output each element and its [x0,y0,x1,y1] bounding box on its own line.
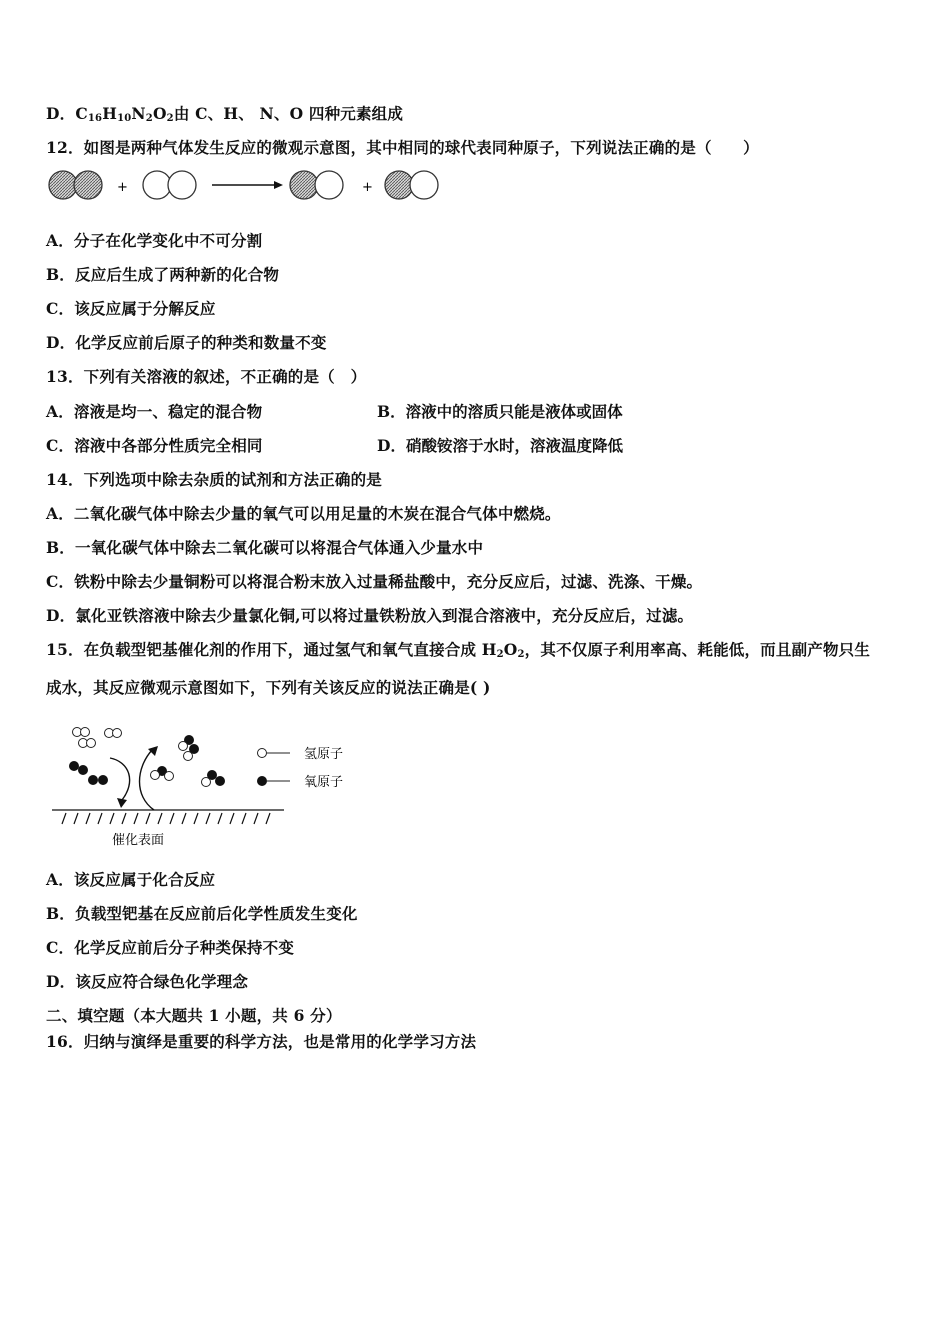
arrow-icon [212,181,283,189]
q15-catalysis-diagram [48,718,368,852]
svg-text:氧原子: 氧原子 [304,775,344,790]
surface-label: 催化表面 [112,833,165,848]
white-molecule-icon [143,171,196,199]
curved-arrow-down-icon [110,758,130,800]
plus-sign-1: + [117,180,128,195]
q12-stem: 12．如图是两种气体发生反应的微观示意图，其中相同的球代表同种原子，下列说法正确的是（ ） [46,138,759,157]
q12-option-c: C．该反应属于分解反应 [46,299,216,318]
arrowhead-icon [148,746,158,756]
q11-option-d: D．$C_{16}H_{10}N_2O_2$由 C、H、 N、O 四种元素组成 [46,104,404,124]
hydrogen-peroxide-molecule-icon [202,770,226,787]
q15-option-d: D．该反应符合绿色化学理念 [46,972,249,991]
q15-option-a: A．该反应属于化合反应 [46,870,216,889]
q13-stem: 13．下列有关溶液的叙述，不正确的是（ ） [46,367,367,386]
q12-option-a: A．分子在化学变化中不可分割 [46,231,263,250]
q12-option-d: D．化学反应前后原子的种类和数量不变 [46,333,327,352]
q14-option-a: A．二氧化碳气体中除去少量的氧气可以用足量的木炭在混合气体中燃烧。 [46,504,561,523]
oxygen-molecule-icon [69,761,108,785]
q15-stem-line2: 成水，其反应微观示意图如下，下列有关该反应的说法正确是( ) [46,678,491,697]
q15-stem-line1: 15．在负载型钯基催化剂的作用下，通过氢气和氧气直接合成 $H_2O_2$，其不仅原子利用率高、耗能低，而且副产物只生 [46,640,871,660]
hatched-molecule-icon [49,171,102,199]
q14-option-c: C．铁粉中除去少量铜粉可以将混合粉末放入过量稀盐酸中，充分反应后，过滤、洗涤、干燥。 [46,572,703,591]
mixed-molecule-icon [290,171,343,199]
svg-text:氢原子: 氢原子 [304,747,344,762]
q15-option-b: B．负载型钯基在反应前后化学性质发生变化 [46,904,358,923]
q12-option-b: B．反应后生成了两种新的化合物 [46,265,280,284]
q13-option-a: A．溶液是均一、稳定的混合物 [46,402,263,421]
hydrogen-molecule-icon [73,728,122,748]
q13-option-c: C．溶液中各部分性质完全相同 [46,436,263,455]
q12-reaction-diagram [44,166,454,206]
q13-option-b: B．溶液中的溶质只能是液体或固体 [377,402,623,421]
curved-arrow-up-icon [140,750,155,810]
legend-hydrogen [258,747,344,762]
plus-sign-2: + [362,180,373,195]
q14-option-b: B．一氧化碳气体中除去二氧化碳可以将混合气体通入少量水中 [46,538,484,557]
arrowhead-icon [117,798,127,808]
q14-stem: 14．下列选项中除去杂质的试剂和方法正确的是 [46,470,382,489]
q13-option-d: D．硝酸铵溶于水时，溶液温度降低 [377,436,623,455]
water-molecule-icon [151,766,174,781]
section-title: 二、填空题（本大题共 1 小题，共 6 分） [46,1006,342,1025]
mixed-molecule-icon [385,171,438,199]
q14-option-d: D．氯化亚铁溶液中除去少量氯化铜,可以将过量铁粉放入到混合溶液中，充分反应后，过滤。 [46,606,694,625]
catalyst-surface [52,810,284,824]
hydrogen-peroxide-molecule-icon [179,735,200,761]
legend-oxygen [257,775,343,790]
q16-stem: 16．归纳与演绎是重要的科学方法，也是常用的化学学习方法 [46,1032,477,1051]
q15-option-c: C．化学反应前后分子种类保持不变 [46,938,295,957]
